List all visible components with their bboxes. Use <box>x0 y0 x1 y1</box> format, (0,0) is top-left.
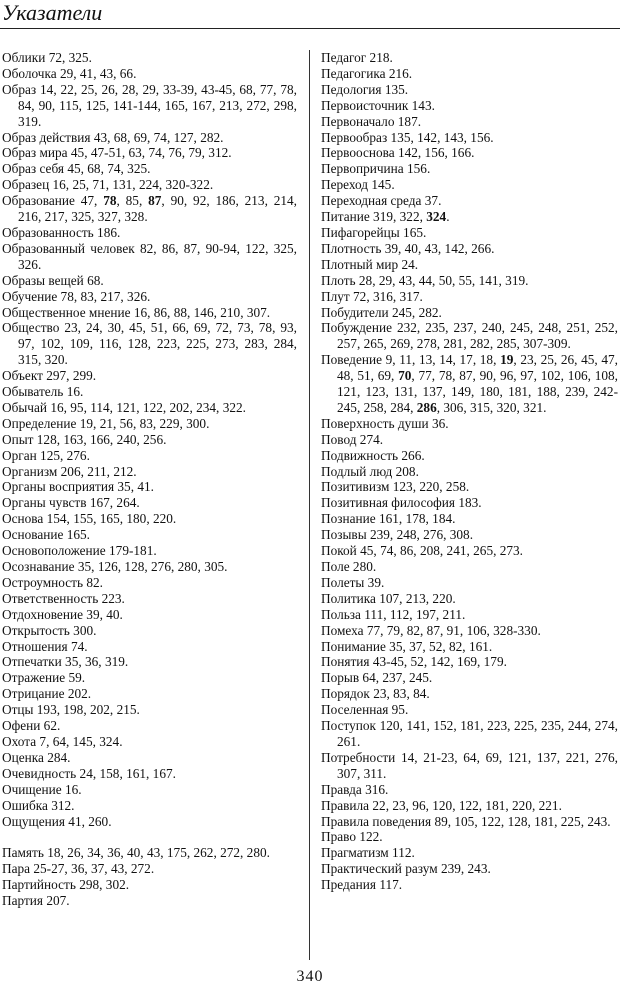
index-entry: Организм 206, 211, 212. <box>2 463 137 479</box>
index-entry: Правила поведения 89, 105, 122, 128, 181, 225, 243. <box>321 813 611 829</box>
index-entry: Образ действия 43, 68, 69, 74, 127, 282. <box>2 129 224 145</box>
index-entry: Образование 47, 78, 85, 87, 90, 92, 186, 213, 214, 216, 217, 325, 327, 328. <box>2 193 298 225</box>
index-entry: Педагог 218. <box>321 50 393 65</box>
index-column-right <box>321 50 618 893</box>
index-entry: Органы чувств 167, 264. <box>2 495 140 511</box>
index-entry: Плотность 39, 40, 43, 142, 266. <box>321 240 495 256</box>
index-entry: Опыт 128, 163, 166, 240, 256. <box>2 431 167 447</box>
index-entry: Покой 45, 74, 86, 208, 241, 265, 273. <box>321 543 524 559</box>
index-entry: Плотный мир 24. <box>321 256 419 272</box>
index-entry: Порыв 64, 237, 245. <box>321 670 433 686</box>
index-entry: Отношения 74. <box>2 638 88 654</box>
index-entry: Основоположение 179-181. <box>2 543 157 559</box>
index-entry: Органы восприятия 35, 41. <box>2 479 154 495</box>
index-entry: Образ мира 45, 47-51, 63, 74, 76, 79, 312. <box>2 145 232 161</box>
index-entry: Охота 7, 64, 145, 324. <box>2 733 123 749</box>
index-entry: Партийность 298, 302. <box>2 877 130 893</box>
index-entry: Правила 22, 23, 96, 120, 122, 181, 220, 221. <box>321 797 562 813</box>
index-entry: Отражение 59. <box>2 670 86 686</box>
index-entry: Общественное мнение 16, 86, 88, 146, 210, 307. <box>2 304 271 320</box>
index-entry: Оценка 284. <box>2 749 71 765</box>
index-entry: Орган 125, 276. <box>2 447 90 463</box>
index-entry: Осознавание 35, 126, 128, 276, 280, 305. <box>2 559 228 574</box>
index-entry: Память 18, 26, 34, 36, 40, 43, 175, 262, 272, 280. <box>2 845 270 861</box>
index-entry: Понятия 43-45, 52, 142, 169, 179. <box>321 654 507 670</box>
index-entry: Первоначало 187. <box>321 113 422 129</box>
index-column-left <box>2 50 297 909</box>
index-entry: Поле 280. <box>321 559 377 574</box>
index-entry: Питание 319, 322, 324. <box>321 209 450 225</box>
index-entry: Поступок 120, 141, 152, 181, 223, 225, 235, 244, 274, 261. <box>321 718 618 749</box>
index-entry: Образ 14, 22, 25, 26, 28, 29, 33-39, 43-45, 68, 77, 78, 84, 90, 115, 125, 141-144, 165, 167, 213, 272, 298, 319. <box>2 81 297 129</box>
index-entry: Поверхность души 36. <box>321 415 449 431</box>
index-entry: Подлый люд 208. <box>321 463 419 479</box>
index-entry: Познание 161, 178, 184. <box>321 511 456 527</box>
index-entry: Помеха 77, 79, 82, 87, 91, 106, 328-330. <box>321 622 541 638</box>
index-entry: Ощущения 41, 260. <box>2 813 112 829</box>
index-entry: Понимание 35, 37, 52, 82, 161. <box>321 638 493 654</box>
index-entry: Определение 19, 21, 56, 83, 229, 300. <box>2 415 210 431</box>
index-entry: Офени 62. <box>2 718 61 734</box>
index-entry: Практический разум 239, 243. <box>321 861 491 877</box>
index-entry: Отпечатки 35, 36, 319. <box>2 654 129 670</box>
index-entry: Ошибка 312. <box>2 797 75 813</box>
index-entry: Плут 72, 316, 317. <box>321 288 423 304</box>
index-entry: Отрицание 202. <box>2 686 92 702</box>
index-entry: Позитивизм 123, 220, 258. <box>321 479 470 495</box>
index-entry: Пара 25-27, 36, 37, 43, 272. <box>2 861 155 877</box>
index-entry: Первооснова 142, 156, 166. <box>321 145 475 161</box>
index-entry: Ответственность 223. <box>2 590 125 606</box>
index-group-gap <box>2 829 297 845</box>
index-entry: Переходная среда 37. <box>321 193 442 209</box>
index-entry: Побуждение 232, 235, 237, 240, 245, 248, 251, 252, 257, 265, 269, 278, 281, 282, 285, 307-309. <box>321 320 618 352</box>
index-entry: Право 122. <box>321 829 383 845</box>
column-divider <box>309 50 310 960</box>
index-entry: Позитивная философия 183. <box>321 495 482 511</box>
index-entry: Позывы 239, 248, 276, 308. <box>321 527 474 543</box>
index-entry: Облики 72, 325. <box>2 50 92 65</box>
index-entry: Объект 297, 299. <box>2 368 97 384</box>
index-entry: Оболочка 29, 41, 43, 66. <box>2 65 137 81</box>
index-entry: Общество 23, 24, 30, 45, 51, 66, 69, 72, 73, 78, 93, 97, 102, 109, 116, 128, 223, 225, 273, 283, 284, 315, 320. <box>2 320 297 368</box>
index-entry: Открытость 300. <box>2 622 97 638</box>
index-entry: Поселенная 95. <box>321 702 409 718</box>
index-entry: Подвижность 266. <box>321 447 425 463</box>
index-entry: Обыватель 16. <box>2 384 84 400</box>
index-entry: Побудители 245, 282. <box>321 304 442 320</box>
index-entry: Образец 16, 25, 71, 131, 224, 320-322. <box>2 177 214 193</box>
index-entry: Повод 274. <box>321 431 384 447</box>
index-entry: Партия 207. <box>2 893 70 909</box>
index-entry: Польза 111, 112, 197, 211. <box>321 606 466 622</box>
index-entry: Образ себя 45, 68, 74, 325. <box>2 161 151 177</box>
page-number: 340 <box>296 968 324 985</box>
index-entry: Отцы 193, 198, 202, 215. <box>2 702 140 718</box>
index-entry: Порядок 23, 83, 84. <box>321 686 430 702</box>
index-entry: Образы вещей 68. <box>2 272 104 288</box>
index-entry: Потребности 14, 21-23, 64, 69, 121, 137, 221, 276, 307, 311. <box>321 749 618 781</box>
index-entry: Очевидность 24, 158, 161, 167. <box>2 765 176 781</box>
index-entry: Очищение 16. <box>2 781 82 797</box>
index-entry: Политика 107, 213, 220. <box>321 590 456 606</box>
index-entry: Образованный человек 82, 86, 87, 90-94, 122, 325, 326. <box>2 240 297 272</box>
index-entry: Педагогика 216. <box>321 65 413 81</box>
index-entry: Плоть 28, 29, 43, 44, 50, 55, 141, 319. <box>321 272 529 288</box>
index-entry: Правда 316. <box>321 781 389 797</box>
page-header <box>0 0 620 29</box>
index-entry: Обучение 78, 83, 217, 326. <box>2 288 151 304</box>
index-entry: Первообраз 135, 142, 143, 156. <box>321 129 494 145</box>
index-entry: Основа 154, 155, 165, 180, 220. <box>2 511 177 527</box>
index-entry: Переход 145. <box>321 177 395 193</box>
index-entry: Поведение 9, 11, 13, 14, 17, 18, 19, 23, 25, 26, 45, 47, 48, 51, 69, 70, 77, 78, 87, 90, 96, 97, 102, 106, 108, 121, 123, 131, 137, 149, 180, 181, 188, 239, 242-245, 258, 284, 286, 306, 315, 320, 321. <box>321 352 618 415</box>
index-entry: Педология 135. <box>321 81 409 97</box>
index-entry: Остроумность 82. <box>2 574 103 590</box>
index-entry: Обычай 16, 95, 114, 121, 122, 202, 234, 322. <box>2 399 246 415</box>
index-entry: Прагматизм 112. <box>321 845 415 861</box>
index-entry: Полеты 39. <box>321 574 385 590</box>
index-entry: Пифагорейцы 165. <box>321 224 427 240</box>
index-entry: Предания 117. <box>321 877 403 893</box>
section-title: Указатели <box>2 0 103 25</box>
index-entry: Отдохновение 39, 40. <box>2 606 123 622</box>
index-entry: Первоисточник 143. <box>321 97 435 113</box>
index-entry: Образованность 186. <box>2 224 121 240</box>
index-entry: Первопричина 156. <box>321 161 431 177</box>
index-entry: Основание 165. <box>2 527 91 543</box>
